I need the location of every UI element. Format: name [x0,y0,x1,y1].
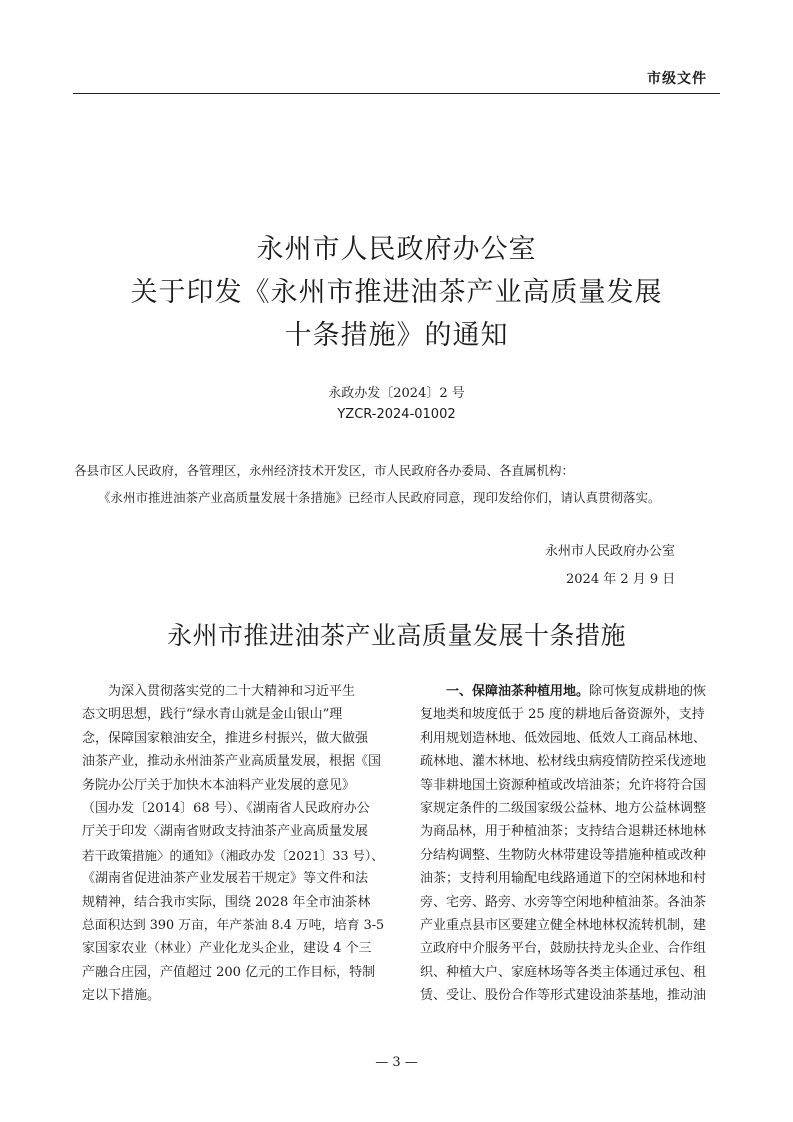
document-number: 永政办发〔2024〕2 号 [328,386,465,401]
signature-date: 2024 年 2 月 9 日 [566,572,676,587]
body-line: 家国家农业（林业）产业化龙头企业，建设 4 个三 [82,941,372,957]
body-line: 为深入贯彻落实党的二十大精神和习近平生 [82,684,356,699]
signature-org: 永州市人民政府办公室 [545,544,676,559]
body-line: 务院办公厅关于加快木本油料产业发展的意见》 [82,777,356,793]
body-line: 旁、宅旁、路旁、水旁等空闲地种植油茶。各油茶 [420,894,707,910]
body-line: 赁、受让、股份合作等形式建设油茶基地，推动油 [420,988,707,1004]
notice-addressee: 各县市区人民政府，各管理区，永州经济技术开发区，市人民政府各办委局、各直属机构： [74,463,575,478]
body-line: 产业重点县市区要建立健全林地林权流转机制，建 [420,917,707,933]
body-line [420,680,718,703]
notice-body: 《永州市推进油茶产业高质量发展十条措施》已经市人民政府同意，现印发给你们，请认真贯彻落实。 [98,490,661,505]
body-line: 织、种植大户、家庭林场等各类主体通过承包、租 [420,964,707,980]
body-line: 利用规划造林地、低效园地、低效人工商品林地、 [420,730,707,746]
body-line: 疏林地、灌木林地、松材线虫病疫情防控采伐迹地 [420,754,707,770]
header-label: 市级文件 [647,71,707,87]
body-line: 《湖南省促进油茶产业发展若干规定》等文件和法 [82,871,369,887]
left-column [82,680,388,1007]
body-line: 分结构调整、生物防火林带建设等措施种植或改种 [420,847,707,863]
body-line: 复地类和坡度低于 25 度的耕地后备资源外，支持 [420,707,705,723]
section-title: 永州市推进油茶产业高质量发展十条措施 [166,621,626,650]
body-line: 总面积达到 390 万亩，年产茶油 8.4 万吨，培育 3-5 [82,917,385,933]
title-line-1: 永州市人民政府办公室 [256,234,537,265]
body-line: 等非耕地国土资源种植或改培油茶；允许将符合国 [420,777,707,793]
measure-text: 除可恢复成耕地的恢 [589,684,707,699]
body-line: 态文明思想，践行“绿水青山就是金山银山”理 [82,707,343,723]
title-line-2: 关于印发《永州市推进油茶产业高质量发展 [130,277,663,308]
right-column [420,680,718,1007]
title-line-3: 十条措施》的通知 [284,320,509,351]
body-line: 为商品林，用于种植油茶；支持结合退耕还林地林 [420,824,707,840]
body-line: 规精神，结合我市实际，围绕 2028 年全市油茶林 [82,894,371,910]
body-line: 立政府中介服务平台，鼓励扶持龙头企业、合作组 [420,941,707,957]
body-line: 厅关于印发〈湖南省财政支持油茶产业高质量发展 [82,824,369,840]
body-line: （国办发〔2014〕68 号）、《湖南省人民政府办公 [82,800,370,816]
body-line: 油茶；支持利用输配电线路通道下的空闲林地和村 [420,871,707,887]
page-number: — 3 — [375,1055,418,1070]
measure-heading: 一、保障油茶种植用地。 [446,684,590,699]
body-line: 产融合庄园，产值超过 200 亿元的工作目标，特制 [82,964,376,980]
header-rule [73,93,720,94]
body-line: 家规定条件的二级国家级公益林、地方公益林调整 [420,800,707,816]
body-line: 油茶产业，推动永州油茶产业高质量发展，根据《国 [82,754,382,770]
body-line: 念，保障国家粮油安全，推进乡村振兴，做大做强 [82,730,369,746]
body-line: 定以下措施。 [82,988,161,1004]
body-line: 若干政策措施〉的通知》（湘政办发〔2021〕33 号）、 [82,847,384,863]
document-code: YZCR-2024-01002 [337,407,456,422]
